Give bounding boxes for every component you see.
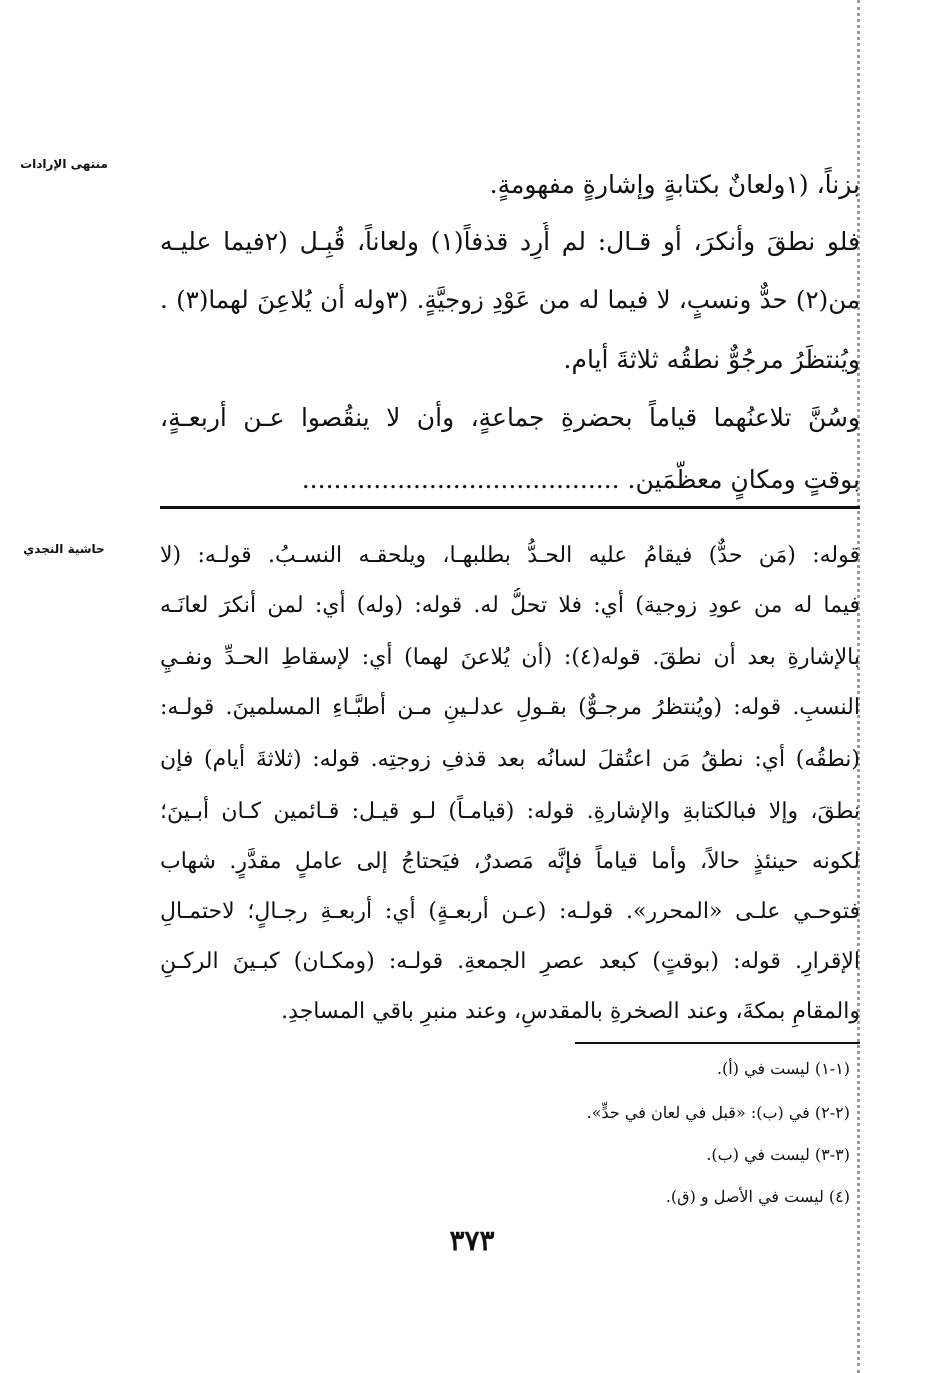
footnote: (١-١) ليست في (أ). [716, 1059, 850, 1078]
sharh-line: قوله: (مَن حدٌّ) فيقامُ عليه الحـدُّ بطلبهـا، ويلحقـه النسـبُ. قولـه: (لا [160, 543, 860, 568]
matn-line: بوقتٍ ومكانٍ معظَّمَين. ........................................ [301, 465, 860, 494]
sharh-line: فتوحـي علـى «المحرر». قولـه: (عـن أربعـةٍ) أي: أربعـةِ رجـالٍ؛ لاحتمـالِ [160, 899, 860, 924]
footnote: (٢-٢) في (ب): «قبل في لعان في حدٍّ». [586, 1103, 850, 1122]
sharh-line: بالإشارةِ بعد أن نطقَ. قوله(٤): (أن يُلاعنَ لهما) أي: لإسقاطِ الحـدِّ ونفـيِ [160, 645, 860, 670]
matn-line: وسُنَّ تلاعنُهما قياماً بحضرةِ جماعةٍ، وأن لا ينقُصوا عـن أربعـةٍ، [160, 403, 860, 432]
matn-line: من(٢) حدٌّ ونسبٍ، لا فيما له من عَوْدِ زوجيَّةٍ. (٣وله أن يُلاعِنَ لهما(٣) . [160, 285, 860, 314]
matn-line: فلو نطقَ وأنكرَ، أو قـال: لم أُرِد قذفاً(١) ولعاناً، قُبِـل (٢فيما عليـه [160, 227, 860, 256]
sharh-line: الإقرارِ. قوله: (بوقتٍ) كبعد عصرِ الجمعةِ. قولـه: (ومكـان) كبـينَ الركـنِ [160, 949, 860, 974]
sharh-line: (نطقُه) أي: نطقُ مَن اعتُقلَ لسانُه بعد قذفِ زوجتِه. قوله: (ثلاثةَ أيام) فإن [160, 747, 860, 772]
footnote-divider [575, 1042, 860, 1044]
section-divider [160, 506, 860, 509]
matn-line: بزناً، (١ولعانٌ بكتابةٍ وإشارةٍ مفهومةٍ. [489, 170, 860, 199]
matn-title-label: منتهى الإرادات [20, 157, 108, 171]
sharh-line: لكونه حينئذٍ حالاً، وأما قياماً فإنَّه مَصدرٌ، فيَحتاجُ إلى عاملٍ مقدَّرٍ. شهاب [160, 849, 860, 874]
matn-line: ويُنتظَرُ مرجُوٌّ نطقُه ثلاثةَ أيام. [563, 345, 860, 374]
sharh-title-label: حاشية النجدي [23, 542, 105, 556]
sharh-line: نطقَ، وإلا فبالكتابةِ والإشارةِ. قوله: (قيامـاً) لـو قيـل: قـائمين كـان أبـينَ؛ [160, 799, 860, 824]
page-edge-rule [857, 0, 860, 1373]
footnote: (٤) ليست في الأصل و (ق). [665, 1187, 850, 1206]
page-number: ٣٧٣ [449, 1224, 495, 1257]
sharh-line: والمقامِ بمكةَ، وعند الصخرةِ بالمقدسِ، وعند منبرِ باقي المساجدِ. [281, 999, 860, 1024]
sharh-line: فيما له من عودِ زوجية) أي: فلا تحلُّ له. قوله: (وله) أي: لمن أنكرَ لعانَـه [160, 593, 860, 618]
sharh-line: النسبِ. قوله: (ويُنتظرُ مرجـوٌّ) بقـولِ عدلـينِ مـن أطبَّـاءِ المسلمينَ. قولـه: [160, 695, 860, 720]
footnote: (٣-٣) ليست في (ب). [706, 1145, 850, 1164]
